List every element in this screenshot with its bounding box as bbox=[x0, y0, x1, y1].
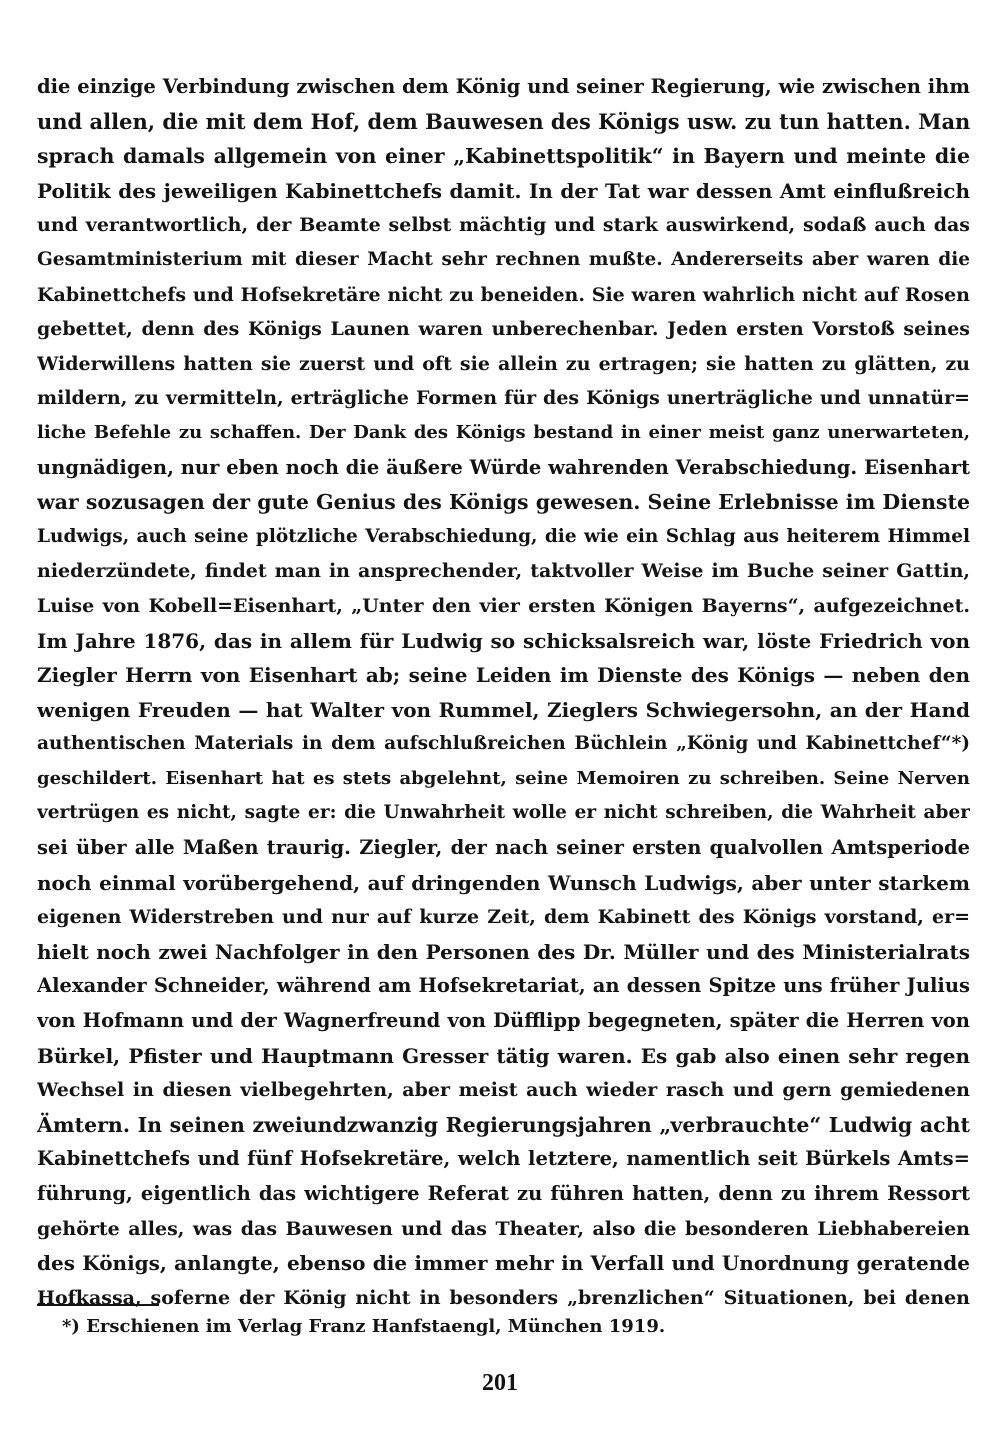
text-line: Ludwigs, auch seine plötzliche Verabschiedung, die wie ein Schlag aus heiterem Himmel bbox=[37, 525, 970, 547]
text-line: hielt noch zwei Nachfolger in den Personen des Dr. Müller und des Ministerialrats bbox=[37, 939, 970, 964]
text-line: Ämtern. In seinen zweiundzwanzig Regierungsjahren „verbrauchte“ Ludwig acht bbox=[37, 1112, 970, 1137]
body-text bbox=[37, 70, 970, 1315]
text-line: die einzige Verbindung zwischen dem König und seiner Regierung, wie zwischen ihm bbox=[37, 75, 970, 98]
text-line: eigenen Widerstreben und nur auf kurze Zeit, dem Kabinett des Königs vorstand, er= bbox=[37, 906, 970, 929]
text-line: Kabinettchefs und fünf Hofsekretäre, welch letztere, namentlich seit Bürkels Amts= bbox=[37, 1147, 970, 1171]
text-line: Luise von Kobell=Eisenhart, „Unter den vier ersten Königen Bayerns“, aufgezeichnet. bbox=[37, 594, 970, 617]
text-line: und verantwortlich, der Beamte selbst mächtig und stark auswirkend, sodaß auch das bbox=[37, 214, 970, 237]
text-line: war sozusagen der gute Genius des Königs gewesen. Seine Erlebnisse im Dienste bbox=[37, 490, 970, 515]
text-line: authentischen Materials in dem aufschlußreichen Büchlein „König und Kabinettchef“*) bbox=[37, 733, 970, 755]
text-line: sprach damals allgemein von einer „Kabinettspolitik“ in Bayern und meinte die bbox=[37, 144, 970, 169]
text-line: geschildert. Eisenhart hat es stets abgelehnt, seine Memoiren zu schreiben. Seine Nerven bbox=[37, 767, 970, 789]
text-line: vertrügen es nicht, sagte er: die Unwahrheit wolle er nicht schreiben, die Wahrheit aber bbox=[37, 802, 970, 824]
text-line: gehörte alles, was das Bauwesen und das Theater, also die besonderen Liebhabereien bbox=[37, 1217, 970, 1240]
text-line: Alexander Schneider, während am Hofsekretariat, an dessen Spitze uns früher Julius bbox=[37, 974, 970, 998]
text-line: sei über alle Maßen traurig. Ziegler, der nach seiner ersten qualvollen Amtsperiode bbox=[37, 836, 970, 860]
text-line: Kabinettchefs und Hofsekretäre nicht zu beneiden. Sie waren wahrlich nicht auf Rosen bbox=[37, 283, 970, 306]
text-line: ungnädigen, nur eben noch die äußere Würde wahrenden Verabschiedung. Eisenhart bbox=[37, 455, 970, 479]
text-line: des Königs, anlangte, ebenso die immer mehr in Verfall und Unordnung geratende bbox=[37, 1251, 970, 1276]
text-line: gebettet, denn des Königs Launen waren unberechenbar. Jeden ersten Vorstoß seines bbox=[37, 318, 970, 341]
footnote-separator bbox=[37, 1304, 159, 1306]
text-line: wenigen Freuden — hat Walter von Rummel, Zieglers Schwiegersohn, an der Hand bbox=[37, 697, 970, 722]
text-line: liche Befehle zu schaffen. Der Dank des Königs bestand in einer meist ganz unerwarteten, bbox=[37, 421, 970, 443]
text-line: niederzündete, findet man in ansprechender, taktvoller Weise im Buche seiner Gattin, bbox=[37, 560, 970, 583]
text-line: Widerwillens hatten sie zuerst und oft sie allein zu ertragen; sie hatten zu glätten, zu bbox=[37, 352, 970, 375]
text-line: Ziegler Herrn von Eisenhart ab; seine Leiden im Dienste des Königs — neben den bbox=[37, 663, 970, 688]
text-line: noch einmal vorübergehend, auf dringenden Wunsch Ludwigs, aber unter starkem bbox=[37, 870, 970, 895]
footnote: *) Erschienen im Verlag Franz Hanfstaengl, München 1919. bbox=[62, 1316, 666, 1337]
text-line: mildern, zu vermitteln, erträgliche Formen für des Königs unerträgliche und unnatür= bbox=[37, 387, 970, 410]
text-line: Hofkassa, soferne der König nicht in besonders „brenzlichen“ Situationen, bei denen bbox=[37, 1286, 970, 1309]
text-line: und allen, die mit dem Hof, dem Bauwesen des Königs usw. zu tun hatten. Man bbox=[37, 108, 970, 134]
text-line: Im Jahre 1876, das in allem für Ludwig so schicksalsreich war, löste Friedrich von bbox=[37, 628, 970, 653]
page-number: 201 bbox=[482, 1370, 518, 1396]
text-line: führung, eigentlich das wichtigere Referat zu führen hatten, denn zu ihrem Ressort bbox=[37, 1182, 970, 1205]
text-line: von Hofmann und der Wagnerfreund von Düfflipp begegneten, später die Herren von bbox=[37, 1009, 970, 1033]
text-line: Wechsel in diesen vielbegehrten, aber meist auch wieder rasch und gern gemiedenen bbox=[37, 1079, 970, 1102]
text-line: Bürkel, Pfister und Hauptmann Gresser tätig waren. Es gab also einen sehr regen bbox=[37, 1043, 970, 1068]
text-line: Politik des jeweiligen Kabinettchefs damit. In der Tat war dessen Amt einflußreich bbox=[37, 178, 970, 203]
text-line: Gesamtministerium mit dieser Macht sehr rechnen mußte. Andererseits aber waren die bbox=[37, 248, 970, 270]
